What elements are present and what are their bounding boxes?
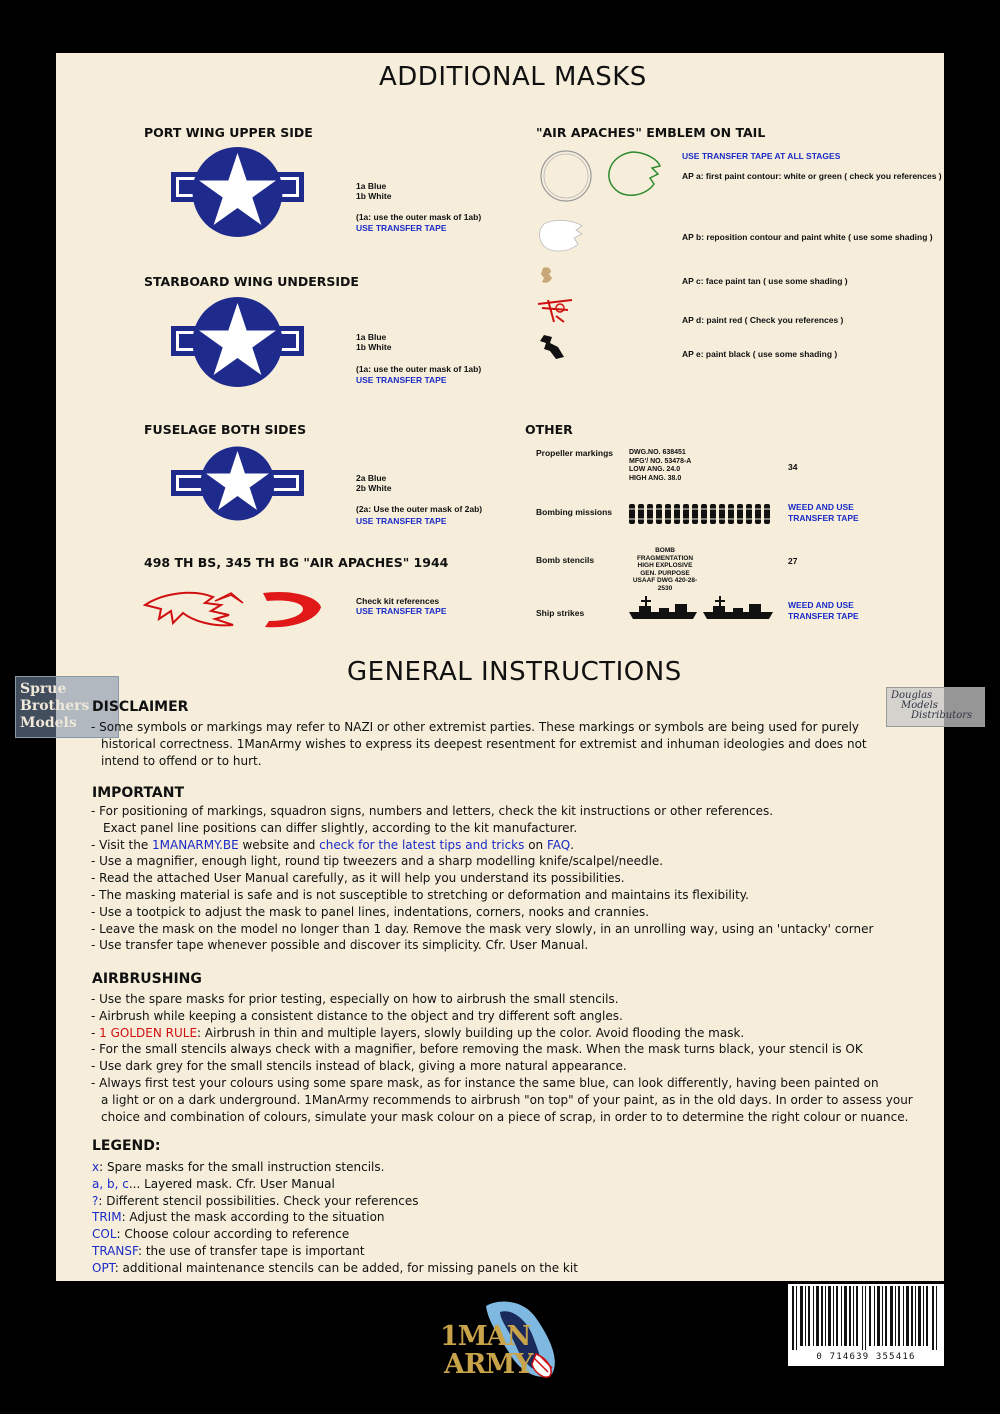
legend-item bbox=[92, 1243, 578, 1260]
emblem-tape-note: USE TRANSFER TAPE AT ALL STAGES bbox=[682, 151, 841, 161]
visit-text: website and bbox=[238, 837, 320, 852]
airbrushing-text bbox=[91, 991, 913, 1125]
legend-item bbox=[92, 1159, 578, 1176]
airbrushing-line: a light or on a dark underground. 1ManArmy recommends to airbrush "on top" of your paint, as in the old days. In order to assess your bbox=[101, 1092, 913, 1107]
propeller-line: HIGH ANG. 38.0 bbox=[629, 474, 682, 482]
general-instructions-title: GENERAL INSTRUCTIONS bbox=[347, 657, 682, 687]
page-title: ADDITIONAL MASKS bbox=[379, 62, 647, 92]
fuselage-heading: FUSELAGE BOTH SIDES bbox=[144, 422, 307, 437]
watermark-line: Distributors bbox=[911, 710, 973, 721]
port-wing-note: (1a: use the outer mask of 1ab) bbox=[356, 212, 482, 222]
legend-list bbox=[92, 1159, 578, 1277]
airbrushing-line: - Use dark grey for the small stencils instead of black, giving a more natural appearance. bbox=[91, 1059, 627, 1074]
legend-key: ? bbox=[92, 1193, 99, 1208]
emblem-step-b: AP b: reposition contour and paint white ( use some shading ) bbox=[682, 232, 933, 242]
disclaimer-text bbox=[91, 719, 867, 769]
airbrushing-line: - For the small stencils always check with a magnifier, before removing the mask. When the mask turns black, your stencil is OK bbox=[91, 1042, 863, 1057]
legend-text: : Spare masks for the small instruction stencils. bbox=[99, 1160, 385, 1174]
starboard-wing-heading: STARBOARD WING UNDERSIDE bbox=[144, 274, 359, 289]
starboard-wing-label-1b: 1b White bbox=[356, 342, 392, 352]
disclaimer-line: historical correctness. 1ManArmy wishes to express its deepest resentment for extremist and inhuman ideologies and does not bbox=[101, 736, 867, 751]
legend-text: : Choose colour according to reference bbox=[116, 1227, 350, 1242]
propeller-line: DWG.NO. 638451 bbox=[629, 449, 686, 456]
bomb-stencil-text bbox=[629, 547, 701, 592]
emblem-red-mask bbox=[534, 296, 576, 326]
legend-key: TRIM bbox=[92, 1210, 122, 1225]
starboard-wing-tape-note: USE TRANSFER TAPE bbox=[356, 375, 447, 385]
visit-text: on bbox=[524, 837, 547, 852]
port-wing-label-1a: 1a Blue bbox=[356, 181, 387, 191]
watermark-line: Douglas bbox=[891, 690, 933, 701]
fuselage-star-insignia bbox=[170, 446, 305, 521]
legend-text: : Adjust the mask according to the situation bbox=[121, 1210, 385, 1225]
ship-strikes-silhouettes bbox=[629, 594, 774, 622]
watermark-line: Sprue bbox=[20, 681, 67, 697]
airbrushing-line: choice and combination of colours, simulate your mask colour on a piece of scrap, in order to to determine the right colour or nuance. bbox=[101, 1109, 909, 1124]
port-wing-heading: PORT WING UPPER SIDE bbox=[144, 125, 313, 140]
legend-text: : Different stencil possibilities. Check your references bbox=[98, 1193, 419, 1208]
golden-rule-text: : Airbrush in thin and multiple layers, slowly building up the color. Avoid flooding the mask. bbox=[197, 1025, 745, 1040]
emblem-step-a: AP a: first paint contour: white or green ( check you references ) bbox=[682, 171, 942, 181]
emblem-black-mask bbox=[538, 333, 568, 361]
faq-link[interactable]: FAQ bbox=[546, 837, 571, 852]
propeller-label: Propeller markings bbox=[536, 448, 614, 458]
emblem-step-d: AP d: paint red ( Check you references ) bbox=[682, 315, 844, 325]
website-link[interactable]: 1MANARMY.BE bbox=[152, 837, 239, 852]
logo-text-army: ARMY bbox=[444, 1349, 533, 1380]
airbrushing-line: - Always first test your colours using some spare mask, as for instance the same blue, can look differently, having been painted on bbox=[91, 1075, 879, 1090]
legend-key: a, b, c bbox=[92, 1176, 129, 1191]
starboard-wing-star-insignia bbox=[170, 296, 305, 388]
watermark-line: Models bbox=[901, 700, 938, 711]
squadron-tape-note: USE TRANSFER TAPE bbox=[356, 606, 447, 616]
propeller-line: MFG'/ NO. 53478-A bbox=[629, 457, 692, 465]
fuselage-tape-note: USE TRANSFER TAPE bbox=[356, 516, 447, 526]
visit-text: . bbox=[570, 837, 575, 852]
disclaimer-line: - Some symbols or markings may refer to NAZI or other extremist parties. These markings or symbols are being used for purely bbox=[91, 720, 860, 734]
bombing-missions-bomb-symbols bbox=[629, 503, 777, 525]
ship-strikes-label: Ship strikes bbox=[536, 608, 585, 618]
legend-key: x bbox=[92, 1160, 100, 1174]
fuselage-label-2b: 2b White bbox=[356, 483, 392, 493]
airbrushing-heading: AIRBRUSHING bbox=[92, 971, 202, 987]
bombing-tape-note: TRANSFER TAPE bbox=[788, 513, 859, 523]
important-line: - Leave the mask on the model no longer than 1 day. Remove the mask very slowly, in an unrolling way, using an 'untacky' corner bbox=[91, 921, 874, 936]
bombing-weed-note: WEED AND USE bbox=[788, 502, 854, 512]
watermark-line: Brothers bbox=[20, 698, 90, 714]
important-text bbox=[91, 803, 873, 954]
starboard-wing-label-1a: 1a Blue bbox=[356, 332, 387, 342]
legend-text: : the use of transfer tape is important bbox=[137, 1243, 365, 1258]
golden-rule-line bbox=[91, 1025, 913, 1042]
fuselage-note: (2a: Use the outer mask of 2ab) bbox=[356, 504, 483, 514]
propeller-stencil bbox=[629, 449, 691, 483]
legend-item bbox=[92, 1260, 578, 1277]
important-line: - The masking material is safe and is not susceptible to stretching or deformation and maintains its flexibility. bbox=[91, 887, 749, 902]
legend-text: ... Layered mask. Cfr. User Manual bbox=[128, 1176, 335, 1191]
important-line: Exact panel line positions can differ slightly, according to the kit manufacturer. bbox=[103, 820, 578, 835]
legend-key: COL bbox=[92, 1227, 117, 1242]
bomb-stencil-line: HIGH EXPLOSIVE bbox=[637, 562, 693, 569]
watermark-line: Models bbox=[20, 715, 77, 731]
disclaimer-heading: DISCLAIMER bbox=[92, 699, 189, 715]
disclaimer-line: intend to offend or to hurt. bbox=[101, 753, 262, 768]
legend-item bbox=[92, 1209, 578, 1226]
ships-weed-note: WEED AND USE bbox=[788, 600, 854, 610]
port-wing-star-insignia bbox=[170, 146, 305, 238]
golden-rule-prefix: - bbox=[91, 1025, 100, 1040]
emblem-contour-masks bbox=[534, 148, 664, 203]
emblem-step-c: AP c: face paint tan ( use some shading ) bbox=[682, 276, 848, 286]
legend-key: OPT bbox=[92, 1260, 115, 1275]
barcode-bars bbox=[788, 1284, 944, 1350]
important-heading: IMPORTANT bbox=[92, 785, 185, 801]
squadron-heading: 498 TH BS, 345 TH BG "AIR APACHES" 1944 bbox=[144, 555, 449, 570]
barcode-number: 0 714639 355416 bbox=[816, 1352, 916, 1362]
emblem-white-mask bbox=[536, 218, 586, 256]
emblem-tan-face-mask bbox=[539, 266, 555, 286]
squadron-note: Check kit references bbox=[356, 596, 440, 606]
legend-key: TRANSF bbox=[92, 1243, 138, 1258]
legend-text: : additional maintenance stencils can be added, for missing panels on the kit bbox=[114, 1260, 578, 1275]
legend-item bbox=[92, 1176, 578, 1193]
emblem-step-e: AP e: paint black ( use some shading ) bbox=[682, 349, 838, 359]
douglas-models-watermark bbox=[886, 687, 985, 727]
starboard-wing-note: (1a: use the outer mask of 1ab) bbox=[356, 364, 482, 374]
emblem-heading: "AIR APACHES" EMBLEM ON TAIL bbox=[536, 125, 766, 140]
important-line: - For positioning of markings, squadron signs, numbers and letters, check the kit instructions or other references. bbox=[91, 804, 774, 818]
bomb-stencil-line: USAAF DWG 420-28-2530 bbox=[632, 577, 698, 592]
logo-text-1man: 1MAN bbox=[440, 1321, 531, 1352]
port-wing-label-1b: 1b White bbox=[356, 191, 392, 201]
important-line: - Read the attached User Manual carefully, as it will help you understand its possibilities. bbox=[91, 871, 625, 886]
important-visit-line bbox=[91, 837, 873, 854]
important-line: - Use a tootpick to adjust the mask to panel lines, indentations, corners, nooks and crannies. bbox=[91, 904, 650, 919]
legend-heading: LEGEND: bbox=[92, 1138, 161, 1154]
propeller-line: LOW ANG. 24.0 bbox=[629, 466, 681, 473]
visit-text: - Visit the bbox=[91, 837, 153, 852]
golden-rule-label: 1 GOLDEN RULE bbox=[99, 1025, 198, 1040]
airbrushing-line: - Airbrush while keeping a consistent distance to the object and try different soft angles. bbox=[91, 1008, 623, 1023]
tips-link[interactable]: check for the latest tips and tricks bbox=[319, 837, 525, 852]
bomb-stencil-line: BOMB FRAGMENTATION bbox=[636, 547, 694, 562]
important-line: - Use transfer tape whenever possible and discover its simplicity. Cfr. User Manual. bbox=[91, 938, 589, 953]
important-line: - Use a magnifier, enough light, round tip tweezers and a sharp modelling knife/scalpel/needle. bbox=[91, 854, 664, 869]
ships-tape-note: TRANSFER TAPE bbox=[788, 611, 859, 621]
bomb-stencils-label: Bomb stencils bbox=[536, 555, 595, 565]
bomb-stencil-line: GEN. PURPOSE bbox=[640, 569, 690, 577]
airbrushing-line: - Use the spare masks for prior testing, especially on how to airbrush the small stencils. bbox=[91, 992, 619, 1006]
legend-item bbox=[92, 1193, 578, 1210]
fuselage-label-2a: 2a Blue bbox=[356, 473, 387, 483]
legend-item bbox=[92, 1226, 578, 1243]
bombing-missions-label: Bombing missions bbox=[536, 507, 613, 517]
propeller-count: 34 bbox=[788, 462, 798, 472]
port-wing-tape-note: USE TRANSFER TAPE bbox=[356, 223, 447, 233]
other-heading: OTHER bbox=[525, 422, 573, 437]
bomb-stencil-count: 27 bbox=[788, 556, 798, 566]
squadron-feather-markings bbox=[143, 583, 323, 633]
